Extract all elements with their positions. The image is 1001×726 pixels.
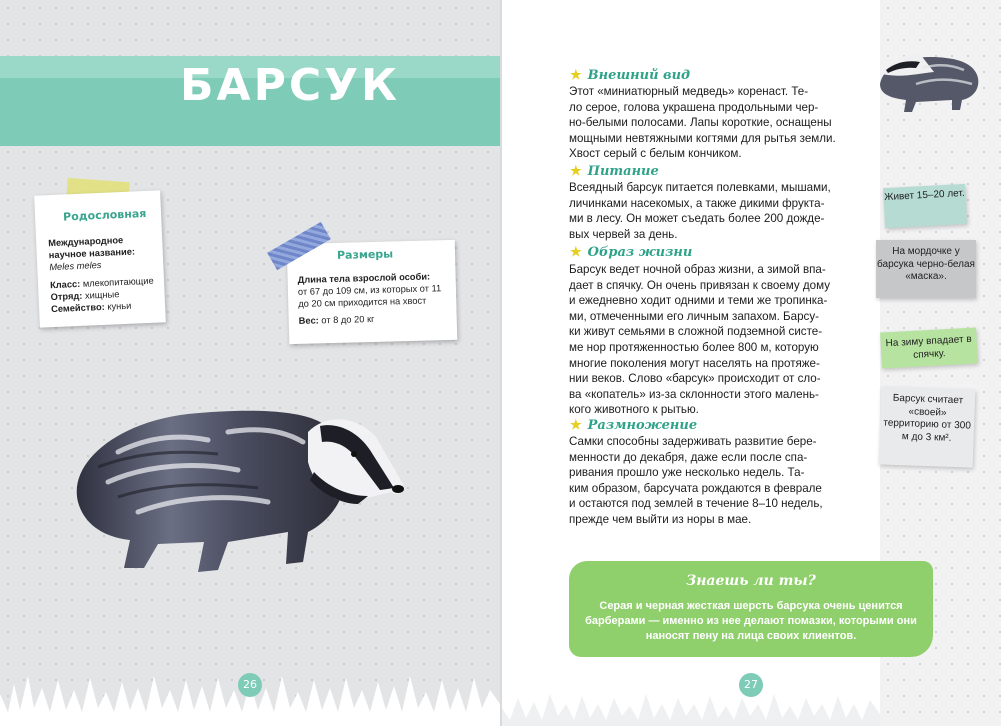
section-title-appearance-text: Внешний вид	[587, 68, 691, 83]
text-line: личинками насекомых, а также дикими фрукта-	[569, 196, 825, 210]
text-line: многие поколения могут населять на протяже-	[569, 356, 820, 370]
section-text-diet	[569, 180, 865, 242]
callout-territory: Барсук считает «своей» территорию от 300 м до 3 км².	[879, 386, 976, 467]
page-number-right: 27	[739, 673, 763, 697]
grass-decoration	[502, 674, 880, 726]
text-line: ки живут семьями в сложной подземной систе-	[569, 325, 823, 339]
section-title-appearance	[570, 68, 690, 83]
text-line: ми в лесу. Он может съедать более 200 дожде-	[569, 212, 825, 226]
callout-mask: На мордочке у барсука черно-белая «маска».	[876, 240, 976, 298]
text-line: Барсук ведет ночной образ жизни, а зимой впа-	[569, 263, 826, 276]
section-title-reproduction-text: Размножение	[587, 418, 698, 433]
text-line: дает в спячку. Он очень привязан к своему дому	[569, 278, 830, 292]
sizes-body	[298, 270, 455, 327]
pedigree-note	[34, 190, 166, 327]
star-icon: ★	[570, 164, 582, 179]
star-icon: ★	[570, 68, 582, 83]
text-line: прежде чем выйти из норы в мае.	[569, 512, 752, 526]
did-you-know-text: Серая и черная жесткая шерсть барсука очень ценится барберами — именно из нее делают помазки, которыми они наносят пену на лица своих клиентов.	[585, 600, 917, 642]
did-you-know-title: Знаешь ли ты?	[686, 573, 816, 589]
text-line: Хвост серый с белым кончиком.	[569, 147, 742, 161]
order-value: хищные	[84, 289, 120, 301]
intl-name-label: Международное научное название:	[48, 234, 136, 261]
class-label: Класс:	[49, 278, 81, 291]
length-label: Длина тела взрослой особи:	[297, 271, 431, 285]
star-icon: ★	[570, 418, 582, 433]
badger-illustration	[58, 392, 413, 587]
text-line: и ежедневно ходит одними и теми же тропинка-	[569, 294, 828, 308]
weight-label: Вес:	[298, 315, 319, 326]
text-line: но-белыми полосами. Лапы короткие, оснащены	[569, 116, 832, 130]
text-line: кого животного к рытью.	[569, 403, 699, 417]
star-icon: ★	[570, 245, 582, 260]
section-text-reproduction	[569, 434, 865, 528]
text-line: ва «копатель» из-за склонности этого малень-	[569, 387, 819, 401]
section-text-lifestyle	[569, 262, 865, 418]
family-label: Семейство:	[50, 301, 105, 315]
order-label: Отряд:	[50, 290, 83, 303]
text-line: и остаются под землей в течение 8–10 недель,	[569, 497, 823, 511]
sizes-note	[287, 240, 458, 344]
class-value: млекопитающие	[82, 275, 154, 289]
callout-hibernation: На зиму впадает в спячку.	[880, 328, 978, 369]
pedigree-body	[48, 232, 163, 315]
section-title-lifestyle-text: Образ жизни	[587, 245, 693, 260]
section-text-appearance	[569, 84, 865, 162]
text-line: нии веков. Слово «барсук» происходит от сло-	[569, 372, 821, 386]
text-line: ло серое, голова украшена продольными чер-	[569, 100, 819, 114]
intl-name-value: Meles meles	[49, 259, 102, 273]
text-line: Самки способны задерживать развитие бере-	[569, 435, 817, 448]
pedigree-heading: Родословная	[62, 206, 147, 224]
text-line: ми, отмеченными его личным запахом. Барсу-	[569, 309, 819, 323]
section-title-reproduction	[570, 418, 697, 433]
text-line: ривания прошло уже несколько недель. Та-	[569, 466, 805, 480]
text-line: мощными невтяжными когтями для рытья земли.	[569, 131, 836, 145]
section-title-lifestyle	[570, 245, 692, 260]
page-number-left: 26	[238, 673, 262, 697]
did-you-know-box	[569, 561, 933, 657]
text-line: ме нор протяженностью более 800 м, которую	[569, 340, 819, 354]
family-value: куньи	[107, 300, 132, 312]
badger-small-illustration	[876, 44, 992, 114]
length-value: от 67 до 109 см, из которых от 11 до 20 см приходится на хвост	[297, 283, 442, 309]
section-title-diet	[570, 164, 659, 179]
text-line: вых червей за день.	[569, 227, 678, 241]
callout-lifespan: Живет 15–20 лет.	[883, 184, 967, 228]
weight-value: от 8 до 20 кг	[321, 313, 375, 326]
sizes-heading: Размеры	[336, 247, 394, 262]
text-line: Этот «миниатюрный медведь» коренаст. Те-	[569, 85, 809, 98]
page-title: БАРСУК	[180, 60, 401, 111]
text-line: ким образом, барсучата рождаются в феврале	[569, 481, 822, 495]
text-line: менности до декабря, даже если после спа-	[569, 450, 808, 464]
section-title-diet-text: Питание	[587, 164, 659, 179]
left-page	[0, 0, 500, 726]
text-line: Всеядный барсук питается полевками, мышами,	[569, 181, 831, 194]
